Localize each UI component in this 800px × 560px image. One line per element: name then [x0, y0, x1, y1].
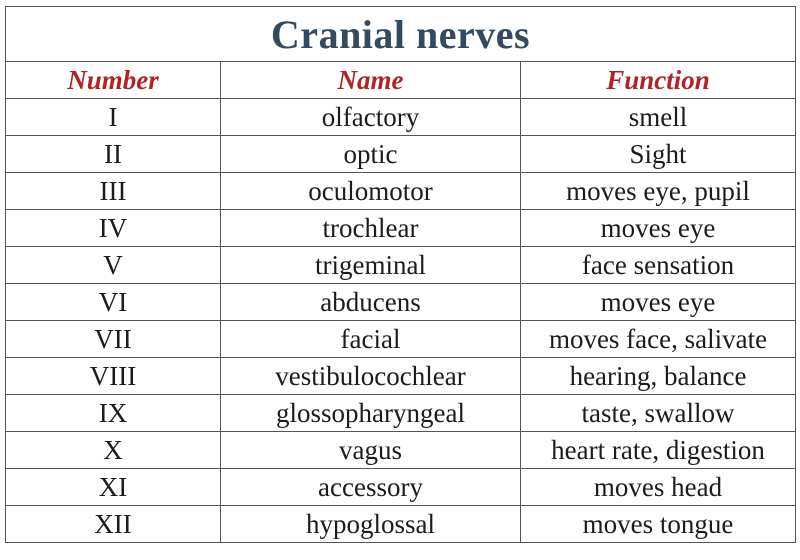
cell-name: oculomotor [221, 173, 521, 210]
cell-function: Sight [521, 136, 796, 173]
cell-number: III [6, 173, 221, 210]
table-row [6, 136, 796, 173]
cell-name: olfactory [221, 99, 521, 136]
cell-name: abducens [221, 284, 521, 321]
cell-function: moves eye [521, 210, 796, 247]
table-row [6, 284, 796, 321]
cell-number: XI [6, 469, 221, 506]
table-row [6, 395, 796, 432]
cranial-nerves-table [5, 6, 796, 543]
table-row [6, 358, 796, 395]
column-header-number: Number [6, 62, 221, 99]
cell-function: hearing, balance [521, 358, 796, 395]
cell-name: accessory [221, 469, 521, 506]
cell-function: face sensation [521, 247, 796, 284]
cell-number: VII [6, 321, 221, 358]
cell-number: X [6, 432, 221, 469]
cell-name: optic [221, 136, 521, 173]
table-row [6, 506, 796, 543]
cell-function: taste, swallow [521, 395, 796, 432]
cell-function: moves eye [521, 284, 796, 321]
cell-name: trigeminal [221, 247, 521, 284]
cell-number: V [6, 247, 221, 284]
cell-function: moves face, salivate [521, 321, 796, 358]
cell-number: IV [6, 210, 221, 247]
table-title: Cranial nerves [6, 7, 796, 62]
cell-number: II [6, 136, 221, 173]
cell-function: moves tongue [521, 506, 796, 543]
cell-function: heart rate, digestion [521, 432, 796, 469]
column-header-function: Function [521, 62, 796, 99]
cell-name: vestibulocochlear [221, 358, 521, 395]
cell-name: facial [221, 321, 521, 358]
cell-number: I [6, 99, 221, 136]
column-header-name: Name [221, 62, 521, 99]
cell-name: vagus [221, 432, 521, 469]
header-row [6, 62, 796, 99]
table-row [6, 321, 796, 358]
cell-number: IX [6, 395, 221, 432]
cell-name: hypoglossal [221, 506, 521, 543]
cell-number: XII [6, 506, 221, 543]
table-row [6, 432, 796, 469]
table-row [6, 210, 796, 247]
table-row [6, 173, 796, 210]
cell-name: trochlear [221, 210, 521, 247]
cell-function: moves head [521, 469, 796, 506]
title-row [6, 7, 796, 62]
table-row [6, 469, 796, 506]
cell-number: VIII [6, 358, 221, 395]
cell-function: moves eye, pupil [521, 173, 796, 210]
cell-name: glossopharyngeal [221, 395, 521, 432]
cell-number: VI [6, 284, 221, 321]
table-row [6, 99, 796, 136]
table-row [6, 247, 796, 284]
table-body [6, 99, 796, 543]
cell-function: smell [521, 99, 796, 136]
